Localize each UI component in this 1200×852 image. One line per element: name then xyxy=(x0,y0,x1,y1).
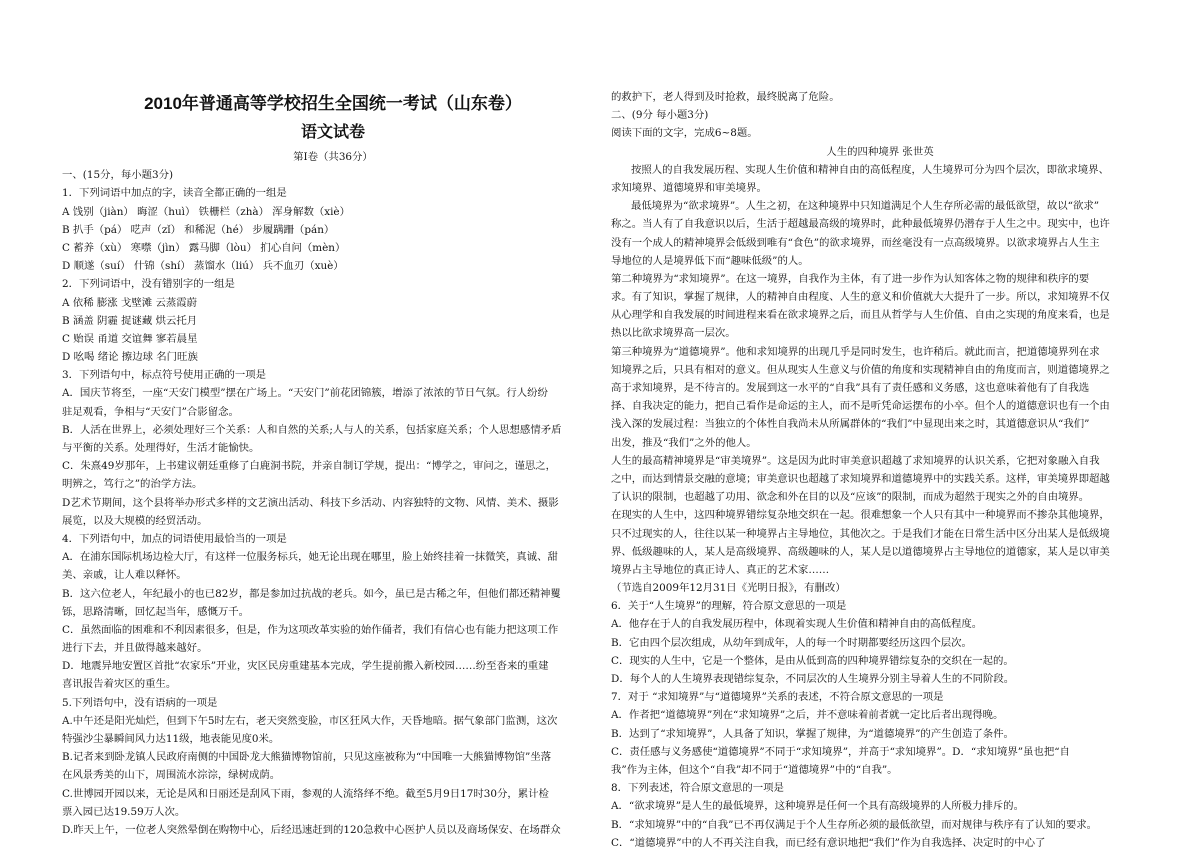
text-line: 的救护下，老人得到及时抢救，最终脱离了危险。 xyxy=(611,91,840,103)
text-line: D．地震异地安置区首批“农家乐”开业，灾区民房重建基本完成，学生提前搬入新校园……纷至沓来的重建 xyxy=(62,660,549,673)
text-line: 从心理学和自我发展的时间进程来看在欲求境界之后，而且从哲学与人生价值、自由之实现的角度来看，也是 xyxy=(611,309,1110,322)
text-line: 二、(9分 每小题3分) xyxy=(611,109,709,122)
text-line: 在风景秀美的山下，周围流水淙淙，绿树成荫。 xyxy=(62,769,281,782)
text-line: D艺术节期间，这个县将举办形式多样的文艺演出活动、科技下乡活动、内容独特的文物、风情、美术、摄影 xyxy=(62,496,559,509)
text-line: 喜讯报告着灾区的重生。 xyxy=(62,678,177,691)
text-line: 一、(15分，每小题3分) xyxy=(62,169,174,182)
text-line: C．虽然面临的困难和不利因素很多，但是，作为这项改革实验的始作俑者，我们有信心也有能力把这项工作 xyxy=(62,623,559,636)
right-column xyxy=(611,88,1149,852)
text-line: C．“道德境界”中的人不再关注自我，而已经有意识地把“我们”作为自我选择、决定时的中心了 xyxy=(611,836,1046,849)
text-line: 浅入深的发展过程：当独立的个体性自我尚未从所属群体的“我们”中显现出来之时，其道德意识从“我们” xyxy=(611,418,1090,431)
text-line: 阅读下面的文字，完成6~8题。 xyxy=(611,127,758,140)
text-line: 按照人的自我发展历程、实现人生价值和精神自由的高低程度，人生境界可分为四个层次，即欲求境界、 xyxy=(631,163,1109,176)
text-line: 只不过现实的人，往往以某一种境界占主导地位，其他次之。于是我们才能在日常生活中区分出某人是低级境 xyxy=(611,527,1110,540)
text-line: 第二种境界为“求知境界”。在这一境界，自我作为主体，有了进一步作为认知客体之物的规律和秩序的要 xyxy=(611,272,1090,285)
right-column-text xyxy=(611,88,1149,852)
text-line: C．朱熹49岁那年，上书建议朝廷重修了白鹿洞书院，并亲自制订学规，提出：“博学之，审问之，谨思之， xyxy=(62,460,557,473)
text-line: 人生的最高精神境界是“审美境界”。这是因为此时审美意识超越了求知境界的认识关系，它把对象融入自我 xyxy=(611,454,1100,467)
text-line: 了认识的限制，也超越了功用、欲念和外在目的以及“应该”的限制，而成为超然于现实之外的自由境界。 xyxy=(611,491,1090,504)
text-line: B．达到了“求知境界”，人具备了知识，掌握了规律，为“道德境界”的产生创造了条件。 xyxy=(611,727,1014,740)
text-line: 8．下列表述，符合原文意思的一项是 xyxy=(611,782,784,795)
text-line: 7．对于 “求知境界”与“道德境界”关系的表述，不符合原文意思的一项是 xyxy=(611,691,944,704)
text-line: 人生的四种境界 张世英 xyxy=(826,145,934,158)
text-line: 称之。当人有了自我意识以后，生活于超越最高级的境界时，此种最低境界仍潜存于人生之中。现实中，也许 xyxy=(611,218,1110,231)
text-line: B．这六位老人，年纪最小的也已82岁，都是参加过抗战的老兵。如今，虽已是古稀之年，但他们都还精神矍 xyxy=(62,587,561,600)
text-line: 第三种境界为“道德境界”。他和求知境界的出现几乎是同时发生，也许稍后。就此而言，把道德境界列在求 xyxy=(611,345,1100,358)
text-line: 5.下列语句中，没有语病的一项是 xyxy=(62,696,218,709)
text-line: 求。有了知识，掌握了规律，人的精神自由程度、人生的意义和价值就大大提升了一步。所以，求知境界不仅 xyxy=(611,291,1110,304)
exam-title: 2010年普通高等学校招生全国统一考试（山东卷） xyxy=(144,94,522,113)
text-line: 进行下去，并且做得越来越好。 xyxy=(62,642,208,655)
text-line: C 蓄养（xù） 寒噤（jìn） 露马脚（lòu） 扪心自问（mèn） xyxy=(62,241,346,254)
text-line: 4．下列语句中，加点的词语使用最恰当的一项是 xyxy=(62,532,287,545)
text-line: A．“欲求境界”是人生的最低境界，这种境界是任何一个具有高级境界的人所极力排斥的。 xyxy=(611,800,1024,813)
text-line: （节选自2009年12月31日《光明日报》，有删改） xyxy=(611,582,846,595)
text-line: A 依稀 膨涨 戈壁滩 云蒸霞蔚 xyxy=(62,296,198,309)
text-line: 驻足观看，争相与“天安门”合影留念。 xyxy=(62,405,239,418)
text-line: 展览，以及大规模的经贸活动。 xyxy=(62,514,208,527)
text-line: 2．下列词语中，没有错别字的一组是 xyxy=(62,278,235,291)
text-line: 特强沙尘暴瞬间风力达11级，地表能见度0米。 xyxy=(62,733,280,745)
text-line: A.中午还是阳光灿烂，但到下午5时左右，老天突然变脸，市区狂风大作，天昏地暗。据气象部门监测，这次 xyxy=(62,714,558,727)
text-line: 没有一个成人的精神境界会低级到唯有“食色”的欲求境界，而丝毫没有一点高级境界。以欲求境界占人生主 xyxy=(611,236,1100,249)
text-line: 热以比欲求境界高一层次。 xyxy=(611,327,736,340)
text-line: 高于求知境界，是不待言的。发展到这一水平的“自我”具有了责任感和义务感，这也意味着他有了自我选 xyxy=(611,382,1090,394)
text-line: C 贻误 甬道 交谊舞 寥若晨星 xyxy=(62,332,198,345)
text-line: C.世博园开园以来，无论是风和日丽还是刮风下雨，参观的人流络绎不绝。截至5月9日17时30分，累计检 xyxy=(62,787,549,800)
text-line: D 吆喝 绪论 擦边球 名门旺族 xyxy=(62,351,198,364)
text-line: 出发，推及“我们”之外的他人。 xyxy=(611,436,757,449)
text-line: B．“求知境界”中的“自我”已不再仅满足于个人生存所必须的最低欲望，而对规律与秩序有了认知的要求。 xyxy=(611,818,1098,831)
text-line: 求知境界、道德境界和审美境界。 xyxy=(611,181,767,194)
left-column xyxy=(62,88,604,839)
text-line: 票入园已达19.59万人次。 xyxy=(62,805,186,818)
text-line: B．它由四个层次组成，从幼年到成年，人的每一个时期都要经历这四个层次。 xyxy=(611,636,972,649)
text-line: A．他存在于人的自我发展历程中，体现着实现人生价值和精神自由的高低程度。 xyxy=(611,618,983,631)
text-line: B 涵盖 阴霾 捉谜藏 烘云托月 xyxy=(62,314,198,327)
text-line: 6．关于“人生境界”的理解，符合原文意思的一项是 xyxy=(611,600,847,613)
text-line: 境界占主导地位的真正诗人、真正的艺术家…… xyxy=(611,563,830,576)
text-line: D．每个人的人生境界表现错综复杂，不同层次的人生境界分别主导着人生的不同阶段。 xyxy=(611,673,1015,685)
text-line: D.昨天上午，一位老人突然晕倒在购物中心，后经迅速赶到的120急救中心医护人员以及商场保安、在场群众 xyxy=(62,823,561,836)
text-line: 我”作为主体，但这个“自我”却不同于“道德境界”中的“自我”。 xyxy=(611,763,898,776)
text-line: 择、自我决定的能力，把自己看作是命运的主人，而不是听凭命运摆布的小卒。但个人的道德意识也有一个由 xyxy=(611,400,1110,413)
text-line: A．作者把“道德境界”列在“求知境界”之后，并不意味着前者就一定比后者出现得晚。 xyxy=(611,709,1004,722)
text-line: A．国庆节将至，一座“天安门模型”摆在广场上。“天安门”前花团锦簇，增添了浓浓的节日气氛。行人纷纷 xyxy=(62,387,548,400)
text-line: 美、亲戚，让人难以释怀。 xyxy=(62,569,187,582)
text-line: C．责任感与义务感使“道德境界”不同于“求知境界”，并高于“求知境界”。D．“求知境界”虽也把“自 xyxy=(611,745,1070,758)
text-line: A 饯别（jiàn） 晦涩（huì） 铁栅栏（zhà） 浑身解数（xiè） xyxy=(62,205,350,218)
text-line: 铄，思路清晰，回忆起当年，感慨万千。 xyxy=(62,605,250,618)
text-line: 与平衡的关系。处理得好，生活才能愉快。 xyxy=(62,442,260,454)
text-line: A．在浦东国际机场边检大厅，有这样一位服务标兵，她无论出现在哪里，脸上始终挂着一抹微笑，真诚、甜 xyxy=(62,551,558,564)
text-line: 在现实的人生中，这四种境界错综复杂地交织在一起。很难想象一个人只有其中一种境界而不掺杂其他境界， xyxy=(611,509,1110,522)
text-line: B 扒手（pá） 呓声（zǐ） 和稀泥（hé） 步履蹒跚（pán） xyxy=(62,223,335,236)
text-line: 第Ⅰ卷（共36分） xyxy=(293,151,373,163)
text-line: B．人活在世界上，必须处理好三个关系：人和自然的关系;人与人的关系，包括家庭关系；个人思想感情矛盾 xyxy=(62,423,562,436)
text-line: 3．下列语句中，标点符号使用正确的一项是 xyxy=(62,369,267,382)
text-line: C．现实的人生中，它是一个整体，是由从低到高的四种境界错综复杂的交织在一起的。 xyxy=(611,654,1014,667)
text-line: 导地位的人是境界低下而“趣味低级”的人。 xyxy=(611,254,809,267)
text-line: 明辨之，笃行之”的治学方法。 xyxy=(62,478,203,491)
subject-title: 语文试卷 xyxy=(300,124,365,141)
text-line: 之中，而达到情景交融的意境；审美意识也超越了求知境界和道德境界中的实践关系。这样，审美境界即超越 xyxy=(611,472,1110,485)
text-line: 最低境界为“欲求境界”。人生之初，在这种境界中只知道满足个人生存所必需的最低欲望，故以“欲求” xyxy=(631,200,1100,213)
left-column-text xyxy=(62,148,604,839)
text-line: 1．下列词语中加点的字，读音全都正确的一组是 xyxy=(62,187,287,200)
text-line: D 顺遂（suí） 什锦（shí） 蒸馏水（liú） 兵不血刃（xuè） xyxy=(62,260,344,273)
text-line: 界、低级趣味的人，某人是高级境界、高级趣味的人，某人是以道德境界占主导地位的道德家，某人是以审美 xyxy=(611,545,1110,558)
text-line: B.记者来到卧龙镇人民政府南侧的中国卧龙大熊猫博物馆前，只见这座被称为“中国唯一大熊猫博物馆”坐落 xyxy=(62,751,552,764)
text-line: 知境界之后，只具有相对的意义。但从现实人生意义与价值的角度和实现精神自由的角度而言，则道德境界之 xyxy=(611,363,1110,376)
